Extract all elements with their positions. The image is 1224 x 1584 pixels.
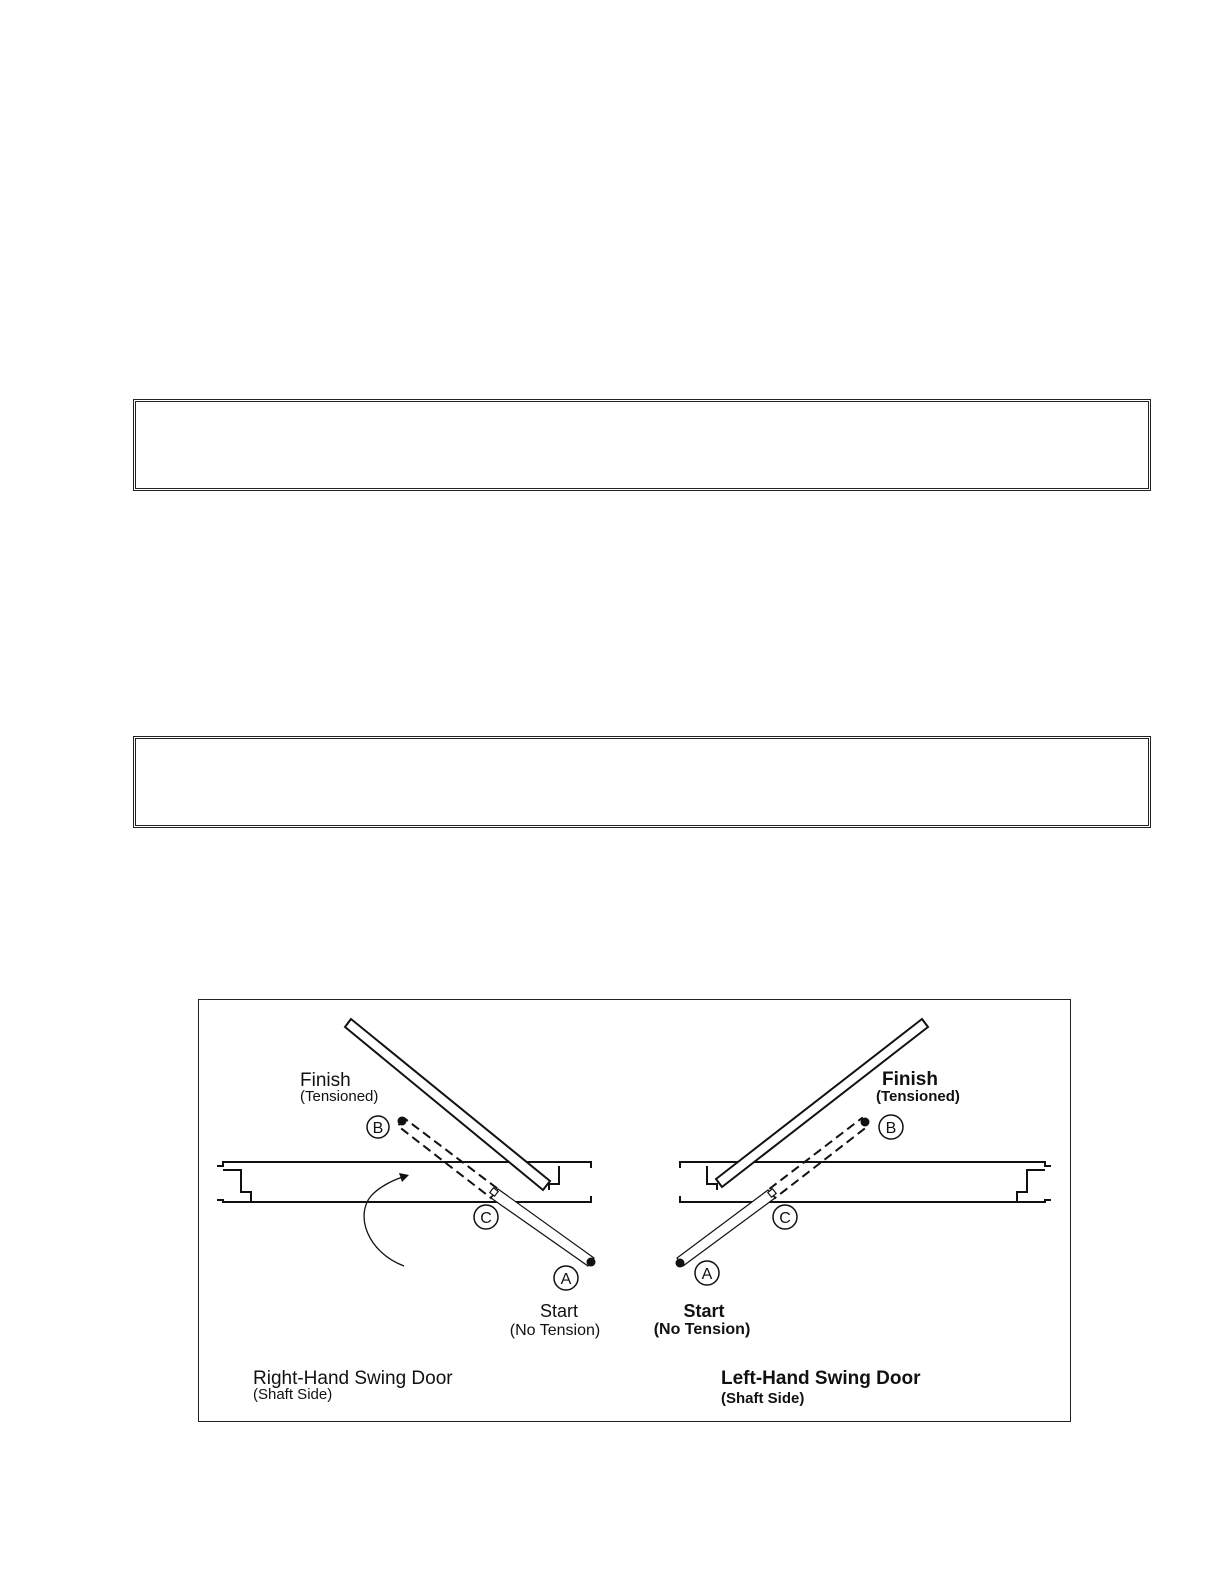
- swing-door-diagram: [198, 999, 1071, 1422]
- left-hand-marker-b-label: B: [885, 1120, 897, 1137]
- left-hand-start-arm: [677, 1189, 776, 1266]
- empty-notice-box-1: [133, 399, 1151, 491]
- right-hand-marker-b-label: B: [372, 1120, 384, 1137]
- right-hand-point-a: [587, 1258, 596, 1267]
- right-hand-finish-note: (Tensioned): [300, 1088, 379, 1105]
- left-hand-door-title: Left-Hand Swing Door: [721, 1368, 921, 1389]
- right-hand-finish-label: Finish: [300, 1070, 351, 1091]
- left-hand-point-a: [676, 1259, 685, 1268]
- right-hand-marker-b: [367, 1116, 389, 1138]
- right-hand-point-b: [398, 1117, 407, 1126]
- left-hand-start-note: (No Tension): [653, 1321, 751, 1338]
- empty-notice-box-2: [133, 736, 1151, 828]
- left-hand-marker-a: [695, 1261, 719, 1285]
- right-hand-rotation-arrow: [364, 1173, 409, 1266]
- left-hand-start-label: Start: [683, 1301, 725, 1321]
- left-hand-finish-note: (Tensioned): [876, 1088, 960, 1105]
- left-hand-marker-a-label: A: [701, 1266, 713, 1283]
- right-hand-door-subtitle: (Shaft Side): [253, 1386, 333, 1403]
- left-hand-finish-label: Finish: [882, 1069, 938, 1090]
- right-hand-marker-a-label: A: [560, 1271, 572, 1288]
- right-hand-start-arm: [490, 1188, 594, 1266]
- left-hand-marker-b: [879, 1115, 903, 1139]
- right-hand-start-note: (No Tension): [509, 1322, 601, 1339]
- left-hand-door-subtitle: (Shaft Side): [721, 1390, 805, 1407]
- left-hand-marker-c: [773, 1205, 797, 1229]
- left-hand-marker-c-label: C: [779, 1210, 791, 1227]
- left-hand-door-diagram: [654, 1019, 1051, 1407]
- right-hand-start-label: Start: [539, 1301, 579, 1321]
- right-hand-marker-c-label: C: [480, 1210, 492, 1227]
- right-hand-door-diagram: [217, 1019, 600, 1403]
- right-hand-marker-a: [554, 1266, 578, 1290]
- right-hand-marker-c: [474, 1205, 498, 1229]
- left-hand-point-b: [861, 1118, 870, 1127]
- right-hand-door-title: Right-Hand Swing Door: [253, 1368, 453, 1389]
